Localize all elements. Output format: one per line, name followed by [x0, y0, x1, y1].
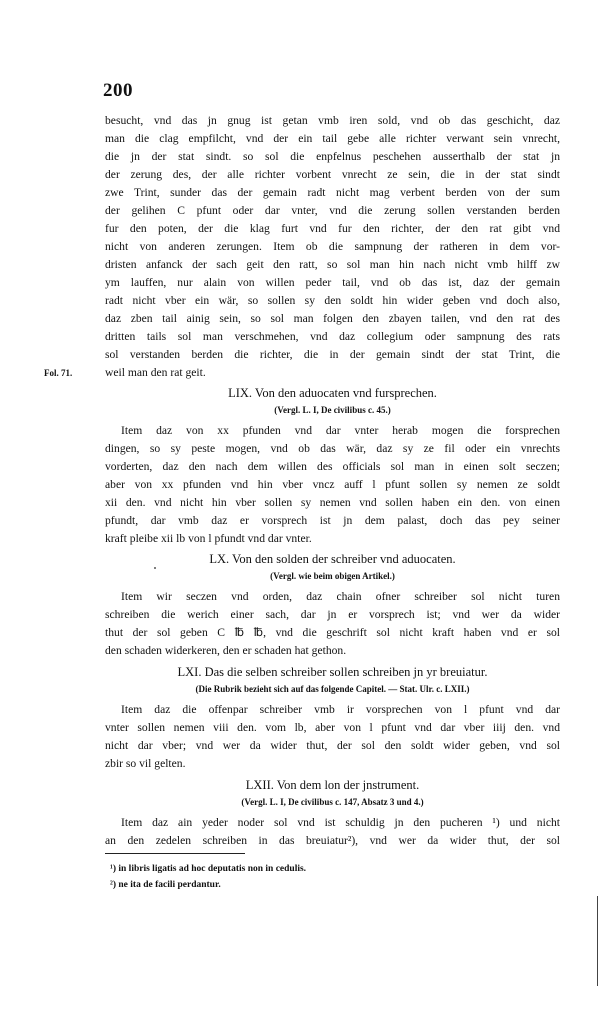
section-heading-lix: LIX. Von den aduocaten vnd fursprechen.: [228, 386, 437, 400]
text-line: thut der sol geben C ℔ ℔, vnd die geschrift sol nicht kraft haben vnd er sol: [105, 626, 560, 639]
text-line: besucht, vnd das jn gnug ist getan vmb iren sold, vnd ob das geschicht, daz: [105, 114, 560, 127]
text-line: radt nicht vber ein wär, so sollen sy den soldt hin wider geben vnd doch also,: [105, 294, 560, 307]
text-line: die jn der stat sindt. so sol die enpfelnus peschehen ausserthalb der stat jn: [105, 150, 560, 163]
page-edge-line: [597, 896, 598, 986]
text-line: fur den poten, der die klag furt vnd fur den richter, der den rat gibt vnd: [105, 222, 560, 235]
margin-note-folio: Fol. 71.: [44, 368, 73, 378]
section-heading-lxii: LXII. Von dem lon der jnstrument.: [245, 778, 420, 792]
text-line: zwe Trint, sunder das der gemain radt nicht mag verbent berden von der sum: [105, 186, 560, 199]
text-line: vorderten, daz den nach dem willen des officials sol man in einen solt seczen;: [105, 460, 560, 473]
text-line: nicht dar vber; vnd wer da wider thut, der sol den soldt wider geben, vnd sol: [105, 739, 560, 752]
text-line: Item daz von xx pfunden vnd dar vnter herab mogen die forsprechen: [121, 424, 560, 437]
text-line: Item wir seczen vnd orden, daz chain ofner schreiber sol nicht turen: [121, 590, 560, 603]
text-line: sol verstanden berden die richter, die in der gemain sindt der stat Trint, die: [105, 348, 560, 361]
footnote-2: ²) ne ita de facili perdantur.: [110, 880, 221, 890]
text-line: an den zedelen schreiben in das breuiatur²), vnd wer da wider thut, der sol: [105, 834, 560, 847]
footnote-divider: [105, 853, 245, 854]
text-line: dingen, so sy peste mogen, vnd ob das wär, daz sy ze fil oder ein vnrechts: [105, 442, 560, 455]
section-reference-lxii: (Vergl. L. I, De civilibus c. 147, Absatz 3 und 4.): [241, 797, 424, 807]
text-line: aber von xx pfunden vnd hin vber vncz auff l pfunt sollen sy nemen ze soldt: [105, 478, 560, 491]
text-line: Item daz die offenpar schreiber vmb ir vorsprechen von l pfunt vnd dar: [121, 703, 560, 716]
text-line: Item daz ain yeder noder sol vnd ist schuldig jn den pucheren ¹) und nicht: [121, 816, 560, 829]
text-line: kraft pleibe xii lb von l pfundt vnd dar vnter.: [105, 532, 312, 545]
section-heading-lxi: LXI. Das die selben schreiber sollen schreiben jn yr breuiatur.: [177, 665, 488, 679]
text-line: schreiben die werich einer sach, dar jn er vorsprech ist; vnd wer da wider: [105, 608, 560, 621]
text-line: weil man den rat geit.: [105, 366, 206, 379]
section-reference-lxi: (Die Rubrik bezieht sich auf das folgende Capitel. — Stat. Ulr. c. LXII.): [195, 684, 470, 694]
text-line: pfundt, dar vmb daz er vorsprech ist jn dem palast, doch das pey seiner: [105, 514, 560, 527]
section-reference-lx: (Vergl. wie beim obigen Artikel.): [270, 571, 395, 581]
section-reference-lix: (Vergl. L. I, De civilibus c. 45.): [274, 405, 391, 415]
text-line: dristen anfanck der sach geit den ratt, so sol man hin nach nicht vmb hilff zw: [105, 258, 560, 271]
text-line: zbir so vil gelten.: [105, 757, 186, 770]
text-line: dritten tails sol man verschmehen, vnd daz collegium oder sampnung des rats: [105, 330, 560, 343]
text-line: den schaden widerkeren, den er schaden hat gethon.: [105, 644, 347, 657]
text-line: xii den. vnd nicht hin vber sollen sy nemen vnd sollen haben ein den. von einen: [105, 496, 560, 509]
text-line: nicht von anderen zerungen. Item ob die sampnung der ratheren in dem vor-: [105, 240, 560, 253]
text-line: der gelihen C pfunt oder dar vnter, vnd die zerung sollen verstanden berden: [105, 204, 560, 217]
footnote-1: ¹) in libris ligatis ad hoc deputatis non in cedulis.: [110, 864, 307, 874]
text-line: vnter sollen nemen viii den. vom lb, aber von l pfunt vnd dar vber iiij den. vnd: [105, 721, 560, 734]
page-number: 200: [103, 80, 133, 101]
text-line: man die clag empfilcht, vnd der ein tail gebe alle richter verwant sein vnrecht,: [105, 132, 560, 145]
section-heading-lx: LX. Von den solden der schreiber vnd aduocaten.: [209, 552, 456, 566]
text-line: daz zben tail ainig sein, so sol man folgen den zbayen tailen, vnd den rat des: [105, 312, 560, 325]
text-line: der zerung des, der alle richter vorbent vnrecht ze sein, die in der stat sindt: [105, 168, 560, 181]
text-line: ym lauffen, nur alain von willen peder tail, vnd ob das ist, daz der gemain: [105, 276, 560, 289]
